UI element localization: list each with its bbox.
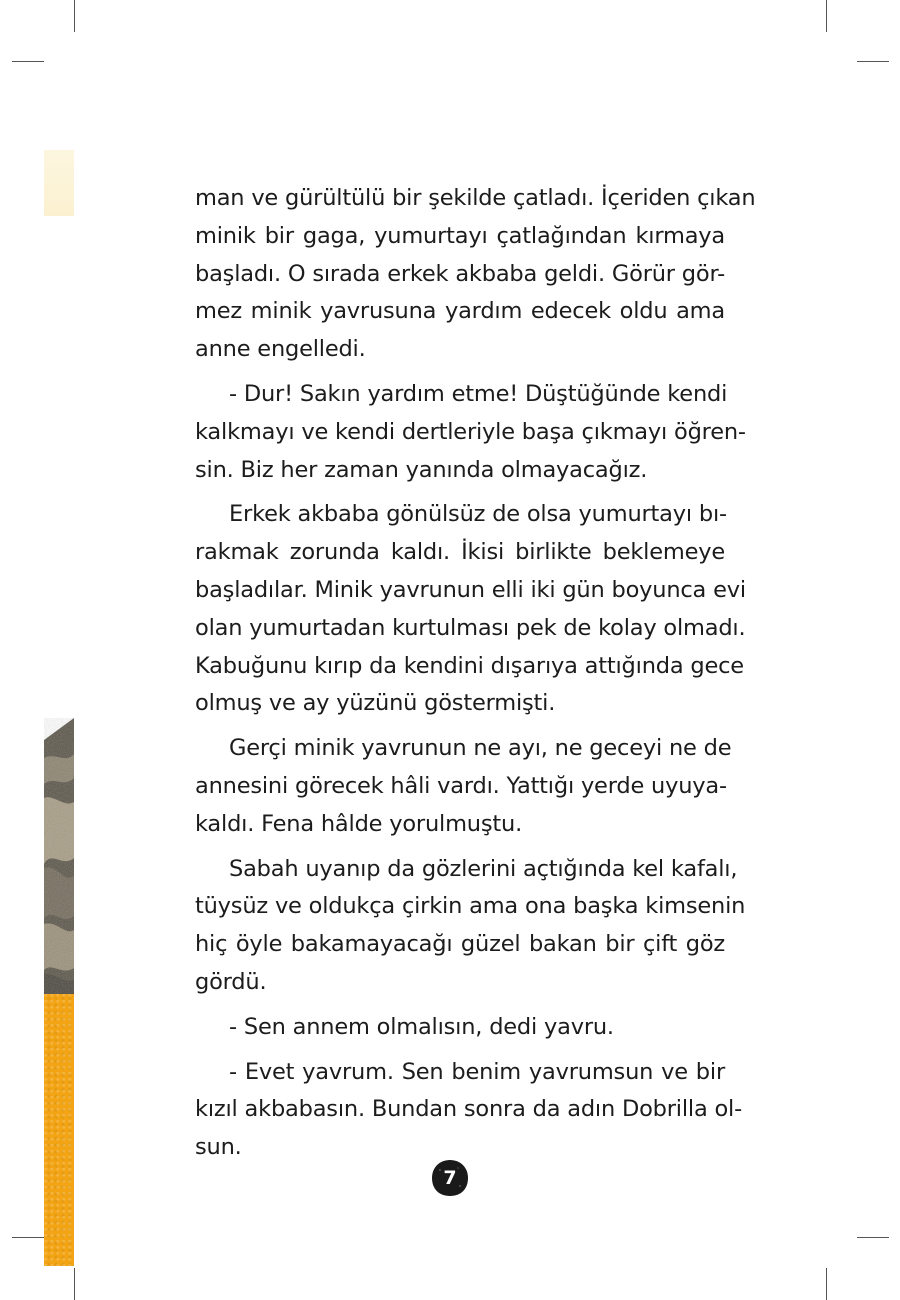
- text-line: olan yumurtadan kurtulması pek de kolay olmadı.: [195, 614, 746, 641]
- crop-mark-right-top: [857, 61, 889, 62]
- text-line: sin. Biz her zaman yanında olmayacağız.: [195, 456, 648, 483]
- text-line: kızıl akbabasın. Bundan sonra da adın Dobrilla ol-: [195, 1096, 743, 1123]
- text-line: - Dur! Sakın yardım etme! Düştüğünde kendi: [229, 380, 728, 407]
- cream-bleed-strip: [44, 150, 74, 216]
- text-line: gördü.: [195, 968, 267, 995]
- text-line: hiç öyle bakamayacağı güzel bakan bir çift göz: [195, 931, 725, 958]
- text-line: kalkmayı ve kendi dertleriyle başa çıkmayı öğren-: [195, 418, 746, 445]
- text-line: sun.: [195, 1134, 242, 1161]
- text-line: Kabuğunu kırıp da kendini dışarıya attığında gece: [195, 652, 744, 679]
- text-line: rakmak zorunda kaldı. İkisi birlikte beklemeye: [195, 539, 725, 566]
- text-line: anne engelledi.: [195, 336, 366, 363]
- paragraph: [195, 376, 746, 489]
- text-line: kaldı. Fena hâlde yorulmuştu.: [195, 810, 523, 837]
- paragraph: [195, 1009, 725, 1047]
- text-line: man ve gürültülü bir şekilde çatladı. İçeriden çıkan: [195, 185, 756, 211]
- text-line: annesini görecek hâli vardı. Yattığı yerde uyuya-: [195, 772, 727, 799]
- crop-mark-top-right: [826, 0, 827, 32]
- paragraph: [195, 180, 756, 369]
- text-line: tüysüz ve oldukça çirkin ama ona başka kimsenin: [195, 893, 746, 920]
- orange-bleed-strip: [44, 994, 74, 1266]
- crop-mark-bottom-right: [826, 1268, 827, 1300]
- text-line: olmuş ve ay yüzünü göstermişti.: [195, 690, 556, 717]
- crop-mark-left-top: [12, 61, 44, 62]
- text-line: başladı. O sırada erkek akbaba geldi. Görür gör-: [195, 260, 725, 287]
- page-number: 7: [443, 1167, 457, 1189]
- paragraph: [195, 851, 746, 1002]
- story-text: [195, 180, 756, 1174]
- crop-mark-right-bottom: [857, 1237, 889, 1238]
- text-line: başladılar. Minik yavrunun elli iki gün boyunca evi: [195, 576, 746, 603]
- crop-mark-top-left: [74, 0, 75, 32]
- text-line: Erkek akbaba gönülsüz de olsa yumurtayı bı-: [229, 501, 727, 528]
- feather-illustration-strip: [44, 718, 74, 998]
- text-line: mez minik yavrusuna yardım edecek oldu ama: [195, 298, 725, 325]
- page-number-badge: [430, 1158, 470, 1198]
- text-line: - Sen annem olmalısın, dedi yavru.: [229, 1013, 614, 1040]
- crop-mark-bottom-left: [74, 1268, 75, 1300]
- text-line: Sabah uyanıp da gözlerini açtığında kel kafalı,: [229, 855, 738, 882]
- paragraph: [195, 1054, 743, 1167]
- text-line: - Evet yavrum. Sen benim yavrumsun ve bir: [229, 1058, 725, 1085]
- paragraph: [195, 730, 732, 843]
- crop-mark-left-bottom: [12, 1237, 44, 1238]
- text-line: Gerçi minik yavrunun ne ayı, ne geceyi ne de: [229, 735, 732, 762]
- text-line: minik bir gaga, yumurtayı çatlağından kırmaya: [195, 222, 725, 249]
- paragraph: [195, 496, 746, 723]
